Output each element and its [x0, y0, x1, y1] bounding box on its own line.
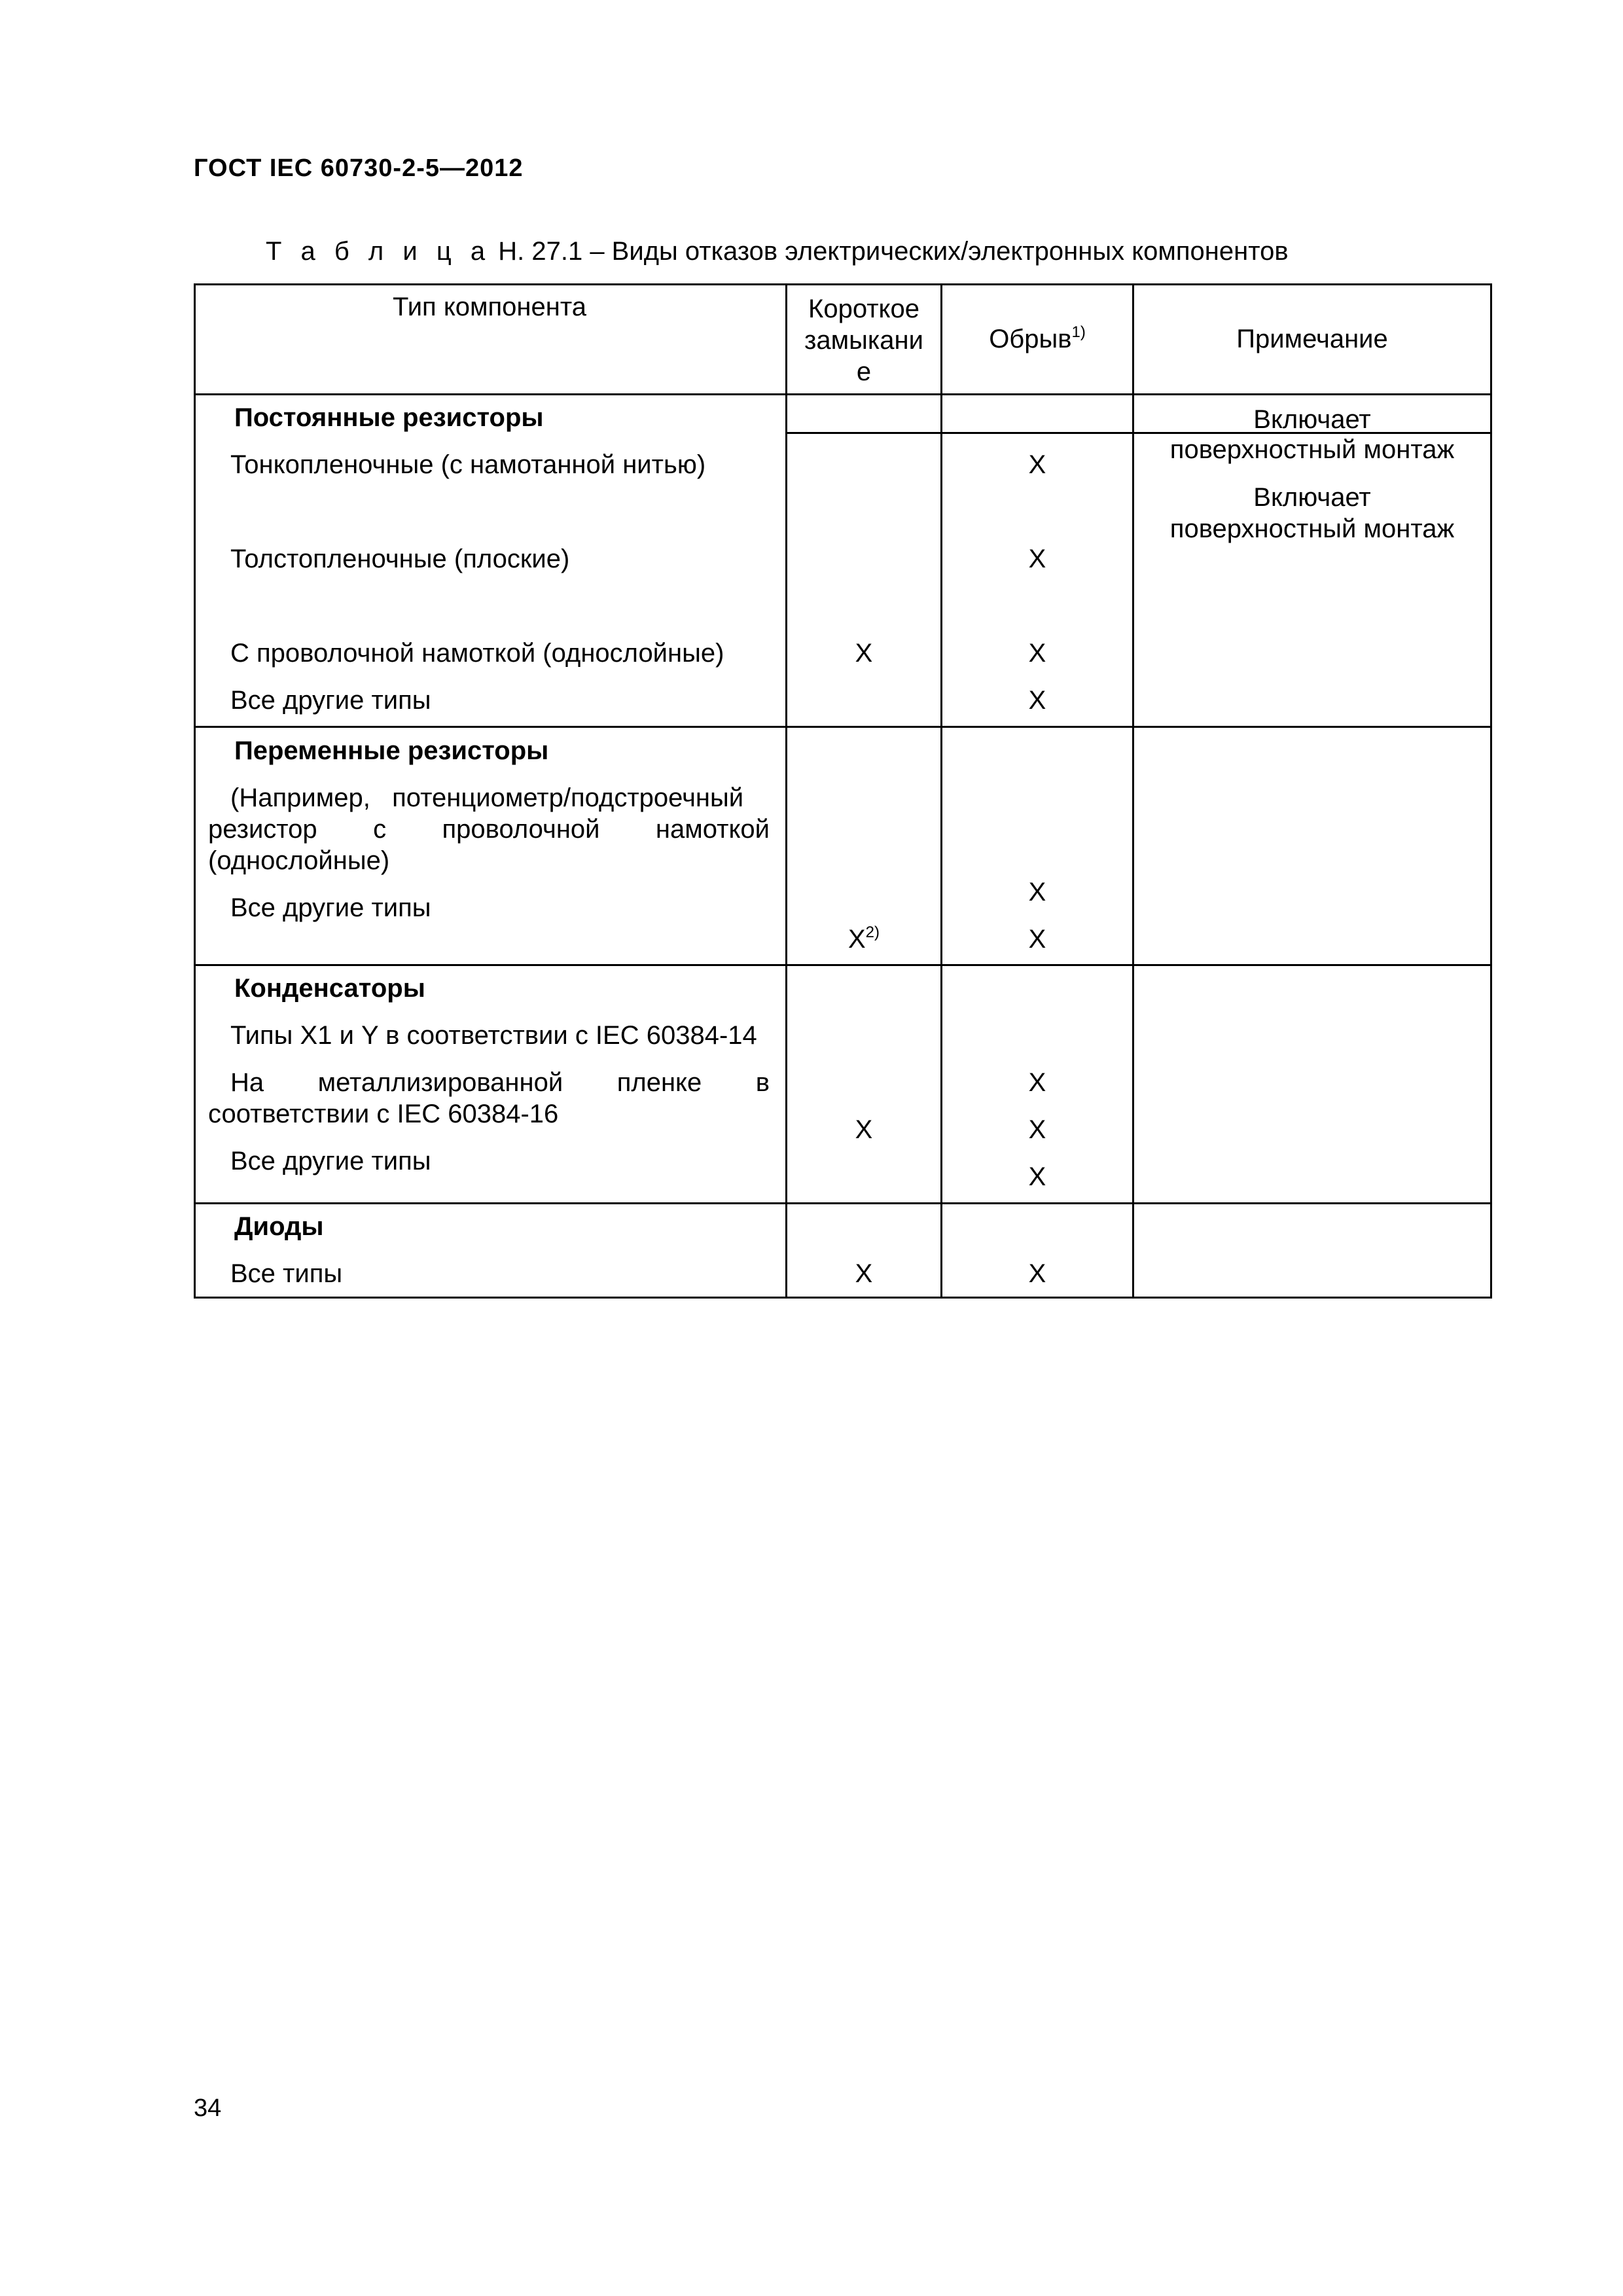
- header-remark: Примечание: [1236, 325, 1388, 353]
- row-capacitors-open-3: X: [1028, 1162, 1046, 1191]
- row-capacitors-open-2: X: [1028, 1115, 1046, 1144]
- row-thick-film-open: X: [1028, 545, 1046, 573]
- section-title-variable-resistors: Переменные резисторы: [234, 736, 549, 765]
- caption-text: Н. 27.1 – Виды отказов электрических/электронных компонентов: [498, 237, 1289, 266]
- row-fixed-other-open: X: [1028, 686, 1046, 715]
- row-wirewound-open: X: [1028, 639, 1046, 668]
- row-fixed-other-name: Все другие типы: [230, 686, 431, 715]
- row-variable-short-mark: X: [847, 925, 866, 954]
- row-wirewound-short: X: [855, 639, 873, 668]
- column-divider-2: [940, 283, 942, 1299]
- header-component-type: Тип компонента: [393, 293, 586, 321]
- footnote-2-marker: 2): [865, 924, 880, 941]
- row-wirewound-name: С проволочной намоткой (однослойные): [230, 639, 724, 668]
- row-thin-film-name: Тонкопленочные (с намотанной нитью): [230, 450, 706, 479]
- section-title-capacitors: Конденсаторы: [234, 974, 425, 1003]
- standard-designation: ГОСТ IEC 60730-2-5—2012: [194, 154, 524, 182]
- row-capacitors-other-name: Все другие типы: [230, 1147, 431, 1175]
- remark-2-line1: Включает: [1253, 483, 1371, 512]
- header-open-circuit-label: Обрыв: [989, 325, 1072, 353]
- row-variable-other-name: Все другие типы: [230, 893, 431, 922]
- row-diodes-short: X: [855, 1259, 873, 1288]
- row-variable-open-1: X: [1028, 878, 1046, 906]
- row-capacitors-short: X: [855, 1115, 873, 1144]
- section-separator-variable: [194, 726, 1492, 728]
- row-diodes-name: Все типы: [230, 1259, 343, 1288]
- section-separator-capacitors: [194, 964, 1492, 966]
- footnote-1-marker: 1): [1071, 323, 1086, 341]
- column-divider-1: [785, 283, 787, 1299]
- row-diodes-open: X: [1028, 1259, 1046, 1288]
- table-border-bottom: [194, 1297, 1492, 1299]
- row-thick-film-name: Толстопленочные (плоские): [230, 545, 570, 573]
- variable-example-line1: (Например, потенциометр/подстроечный: [230, 783, 744, 812]
- remark-1-line1: Включает: [1253, 405, 1371, 434]
- header-short-circuit-line1: Короткое: [808, 295, 919, 323]
- table-caption: [266, 237, 1289, 266]
- row-thin-film-open: X: [1028, 450, 1046, 479]
- header-separator: [194, 393, 1492, 395]
- caption-prefix: Т а б л и ц а: [266, 237, 491, 266]
- section-title-diodes: Диоды: [234, 1212, 324, 1241]
- row-capacitors-metal-line2: соответствии с IEC 60384-16: [208, 1100, 559, 1128]
- remark-2-line2: поверхностный монтаж: [1169, 514, 1455, 543]
- header-open-circuit: [940, 323, 1134, 355]
- row-capacitors-x1y-name: Типы X1 и Y в соответствии с IEC 60384-14: [230, 1021, 757, 1050]
- header-short-circuit-line2: замыкани: [804, 326, 923, 355]
- row-capacitors-open-1: X: [1028, 1068, 1046, 1097]
- table-border-left: [194, 283, 196, 1299]
- row-variable-short: [785, 924, 942, 955]
- variable-example-line2: резистор с проволочной намоткой: [208, 815, 770, 844]
- page-number: 34: [194, 2094, 222, 2122]
- variable-example-line3: (однослойные): [208, 846, 390, 875]
- row-variable-open-2: X: [1028, 925, 1046, 954]
- remark-1-line2: поверхностный монтаж: [1169, 435, 1455, 464]
- table-border-top: [194, 283, 1492, 285]
- row-capacitors-metal-line1: На металлизированной пленке в: [230, 1068, 770, 1097]
- section-title-fixed-resistors: Постоянные резисторы: [234, 403, 544, 432]
- header-short-circuit-line3: е: [856, 357, 872, 386]
- section-separator-diodes: [194, 1202, 1492, 1204]
- failure-modes-table: [194, 283, 1492, 1298]
